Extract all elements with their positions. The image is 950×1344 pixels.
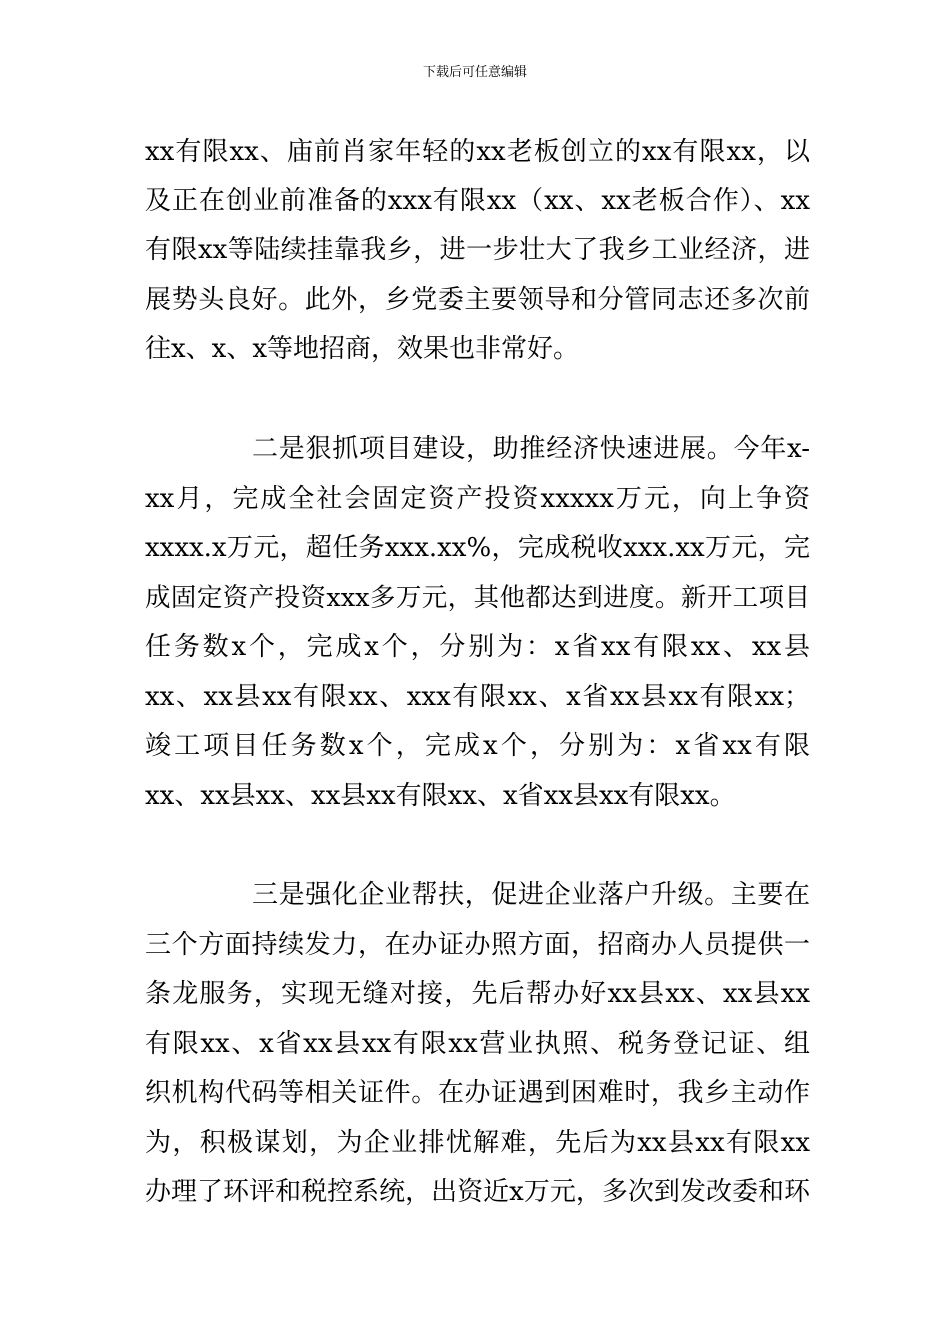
page-header: 下载后可任意编辑 — [422, 65, 527, 80]
paragraph-line: 及正在创业前准备的xxx有限xx（xx、xx老板合作）、xx — [145, 186, 810, 216]
paragraph-line: xx月，完成全社会固定资产投资xxxxx万元，向上争资 — [145, 484, 810, 514]
paragraph-line: 竣工项目任务数x个，完成x个，分别为：x省xx有限 — [145, 731, 810, 761]
paragraph-line: 办理了环评和税控系统，出资近x万元，多次到发改委和环 — [145, 1177, 810, 1207]
paragraph-line: 有限xx等陆续挂靠我乡，进一步壮大了我乡工业经济，进 — [145, 235, 810, 265]
paragraph-line: xx有限xx、庙前肖家年轻的xx老板创立的xx有限xx，以 — [145, 137, 810, 167]
paragraph-line: xx、xx县xx有限xx、xxx有限xx、x省xx县xx有限xx； — [145, 682, 810, 712]
paragraph-line: 往x、x、x等地招商，效果也非常好。 — [145, 334, 579, 364]
paragraph-line: 展势头良好。此外，乡党委主要领导和分管同志还多次前 — [145, 285, 810, 315]
paragraph-line: 三个方面持续发力，在办证办照方面，招商办人员提供一 — [145, 930, 810, 960]
paragraph-line: 二是狠抓项目建设，助推经济快速进展。今年x- — [252, 434, 810, 464]
paragraph-line: 任务数x个，完成x个，分别为：x省xx有限xx、xx县 — [145, 632, 810, 662]
paragraph-line: 织机构代码等相关证件。在办证遇到困难时，我乡主动作 — [145, 1078, 810, 1108]
paragraph-line: xx、xx县xx、xx县xx有限xx、x省xx县xx有限xx。 — [145, 781, 736, 811]
paragraph-line: xxxx.x万元，超任务xxx.xx%，完成税收xxx.xx万元，完 — [145, 533, 810, 563]
paragraph-line: 成固定资产投资xxx多万元，其他都达到进度。新开工项目 — [145, 583, 810, 613]
paragraph-line: 有限xx、x省xx县xx有限xx营业执照、税务登记证、组 — [145, 1029, 810, 1059]
paragraph-line: 三是强化企业帮扶，促进企业落户升级。主要在 — [252, 880, 810, 910]
paragraph-line: 为，积极谋划，为企业排忧解难，先后为xx县xx有限xx — [145, 1128, 810, 1158]
paragraph-line: 条龙服务，实现无缝对接，先后帮办好xx县xx、xx县xx — [145, 979, 810, 1009]
